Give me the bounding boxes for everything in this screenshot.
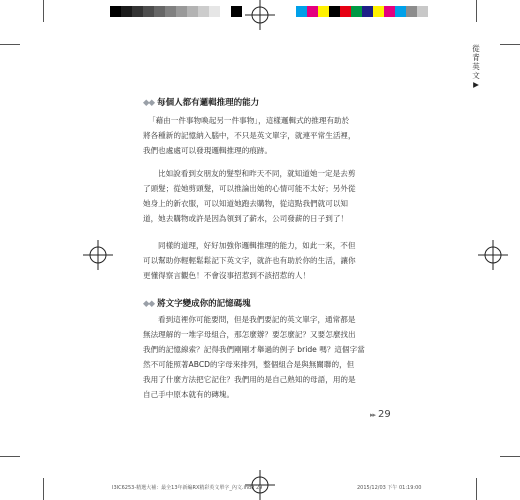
diamond-bullet-icon: ◆◆ xyxy=(143,98,155,108)
color-swatch xyxy=(340,6,351,17)
text-line: 道，她去購物或許是因為領到了薪水，公司發薪的日子到了！ xyxy=(143,214,349,223)
color-swatch xyxy=(351,6,362,17)
color-swatch xyxy=(132,6,143,17)
crop-mark xyxy=(43,0,44,22)
text-line: 看到這裡你可能要問，但是我們要記的英文單字，通常都是 xyxy=(158,315,356,324)
crop-mark xyxy=(476,0,477,22)
paragraph xyxy=(143,166,398,226)
color-swatch xyxy=(154,6,165,17)
color-swatch xyxy=(362,6,373,17)
text-line: 無法理解的一堆字母組合，那怎麼辦？要怎麼記？又要怎麼找出 xyxy=(143,330,356,339)
paragraph xyxy=(143,238,398,283)
crop-mark xyxy=(43,478,44,500)
page-number-value: 29 xyxy=(378,409,391,420)
text-line: 她身上的新衣服，可以知道她跑去購物，從這點我們就可以知 xyxy=(143,199,349,208)
paragraph xyxy=(143,113,398,158)
color-swatch xyxy=(428,6,439,17)
section-heading-memory xyxy=(143,297,251,309)
color-swatch xyxy=(209,6,220,17)
crop-mark xyxy=(476,478,477,500)
text-line: 更懂得察言觀色！不會沒事招惹到不該招惹的人！ xyxy=(143,271,311,280)
color-swatch xyxy=(110,6,121,17)
text-line: 自己手中原本就有的磚塊。 xyxy=(143,390,235,399)
color-swatch xyxy=(384,6,395,17)
page-arrow-icon: ▸▸ xyxy=(370,411,376,419)
registration-mark-top xyxy=(245,0,275,30)
color-swatch xyxy=(165,6,176,17)
color-bar-left xyxy=(110,6,242,17)
crop-mark xyxy=(0,44,20,45)
color-swatch xyxy=(307,6,318,17)
color-swatch xyxy=(121,6,132,17)
color-swatch xyxy=(395,6,406,17)
footer-file-info: I3IC6253-精選大補：最全13年新編RX精彩英文單字_內文.indd 29 xyxy=(112,485,263,491)
section-title: 每個人都有邏輯推理的能力 xyxy=(157,98,260,108)
color-swatch xyxy=(296,6,307,17)
color-swatch xyxy=(318,6,329,17)
color-swatch xyxy=(176,6,187,17)
chapter-side-tab: 從背英文▶ xyxy=(472,44,480,89)
text-line: 我們也處處可以發現邏輯推理的痕跡。 xyxy=(143,146,273,155)
text-line: 我們的記憶線索？記得我們剛剛才舉過的例子 bride 嗎？這個字當 xyxy=(143,345,365,354)
text-line: 比如說看到女朋友的髮型和昨天不同，就知道她一定是去剪 xyxy=(158,169,356,178)
footer-timestamp: 2015/12/03 下午 01:19:00 xyxy=(357,485,422,491)
text-line: 可以幫助你輕輕鬆鬆記下英文字，就許也有助於你的生活，讓你 xyxy=(143,256,356,265)
color-bar-right xyxy=(296,6,439,17)
page-number xyxy=(370,409,391,420)
color-swatch xyxy=(406,6,417,17)
text-line: 將各種新的記憶納入腦中，不只是英文單字，就連平常生活裡， xyxy=(143,131,356,140)
crop-mark xyxy=(500,456,520,457)
color-swatch xyxy=(231,6,242,17)
section-heading-logic xyxy=(143,96,259,108)
diamond-bullet-icon: ◆◆ xyxy=(143,299,155,309)
color-swatch xyxy=(143,6,154,17)
crop-mark xyxy=(0,456,20,457)
registration-mark-right xyxy=(478,240,508,270)
color-swatch xyxy=(220,6,231,17)
color-swatch xyxy=(329,6,340,17)
text-line: 然不可能照著ABCD的字母來排列，整個組合是與無關聯的，但 xyxy=(143,360,355,369)
color-swatch xyxy=(187,6,198,17)
paragraph xyxy=(143,312,398,402)
text-line: 了頭髮；從她剪頭髮，可以推論出她的心情可能不太好；另外從 xyxy=(143,184,356,193)
color-swatch xyxy=(198,6,209,17)
crop-mark xyxy=(500,44,520,45)
section-title: 將文字變成你的記憶碼塊 xyxy=(157,299,251,309)
color-swatch xyxy=(417,6,428,17)
registration-mark-left xyxy=(83,240,113,270)
text-line: 「藉由一件事物喚起另一件事物」，這樣邏輯式的推理有助於 xyxy=(148,116,350,125)
text-line: 同樣的道理，好好加強你邏輯推理的能力，如此一來，不但 xyxy=(158,241,356,250)
color-swatch xyxy=(373,6,384,17)
text-line: 我用了什麼方法把它記住？我們用的是自己熟知的母語，用的是 xyxy=(143,375,356,384)
